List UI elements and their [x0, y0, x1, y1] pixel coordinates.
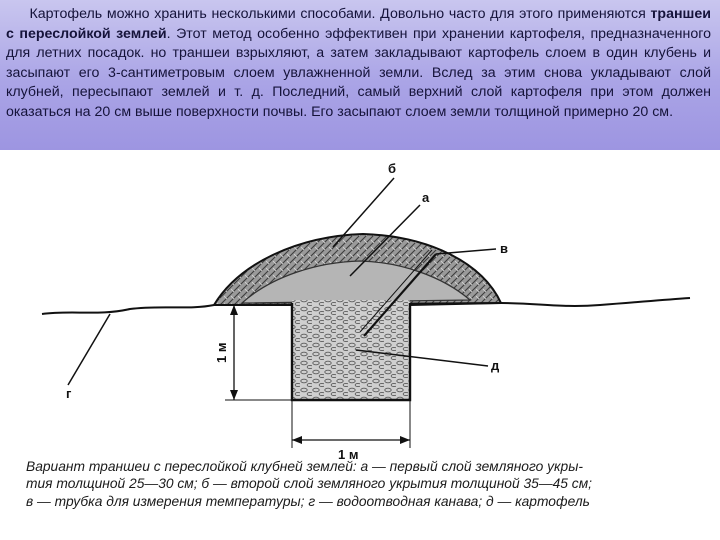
- caption-line-3: в — трубка для измерения температуры; г — водоотводная канава; д — картофель: [26, 493, 590, 509]
- potato-fill: [292, 300, 410, 400]
- figure-caption: [26, 458, 696, 510]
- depth-arrow-bottom: [230, 390, 238, 400]
- paragraph-text-rest: . Этот метод особенно эффективен при хранении картофеля, предназначенного для летних посадок. но траншеи взрыхляют, а затем закладывают картофель слоем в один клубень и засыпают его 3-сантиметровым слоем увлажненной земли. Вслед за этим снова укладывают слой клубней, пересыпают землей и т. д. Последний, самый верхний слой картофеля при этом должен оказаться на 20 см выше поверхности почвы. Его засыпают слоем земли толщиной примерно 20 см.: [6, 25, 711, 120]
- label-b: б: [388, 161, 397, 176]
- label-g: г: [66, 386, 72, 401]
- ground-left: [42, 305, 292, 314]
- width-arrow-left: [292, 436, 302, 444]
- caption-line-2: тия толщиной 25—30 см; б — второй слой земляного укрытия толщиной 35—45 см;: [26, 476, 592, 492]
- label-width: 1 м: [338, 447, 359, 462]
- label-depth: 1 м: [214, 342, 229, 363]
- label-v: в: [500, 241, 508, 256]
- label-d: д: [491, 358, 500, 373]
- paragraph-text-start: Картофель можно хранить несколькими способами. Довольно часто для этого применяются: [29, 6, 651, 22]
- depth-arrow-top: [230, 305, 238, 315]
- label-a: а: [422, 190, 430, 205]
- leader-g: [68, 314, 110, 385]
- paragraph-bold-term: траншеи с переслойкой землей: [6, 6, 711, 42]
- width-arrow-right: [400, 436, 410, 444]
- caption-line-1: Вариант траншеи с переслойкой клубней землей: а — первый слой земляного укры-: [26, 459, 583, 474]
- description-paragraph: [6, 5, 711, 123]
